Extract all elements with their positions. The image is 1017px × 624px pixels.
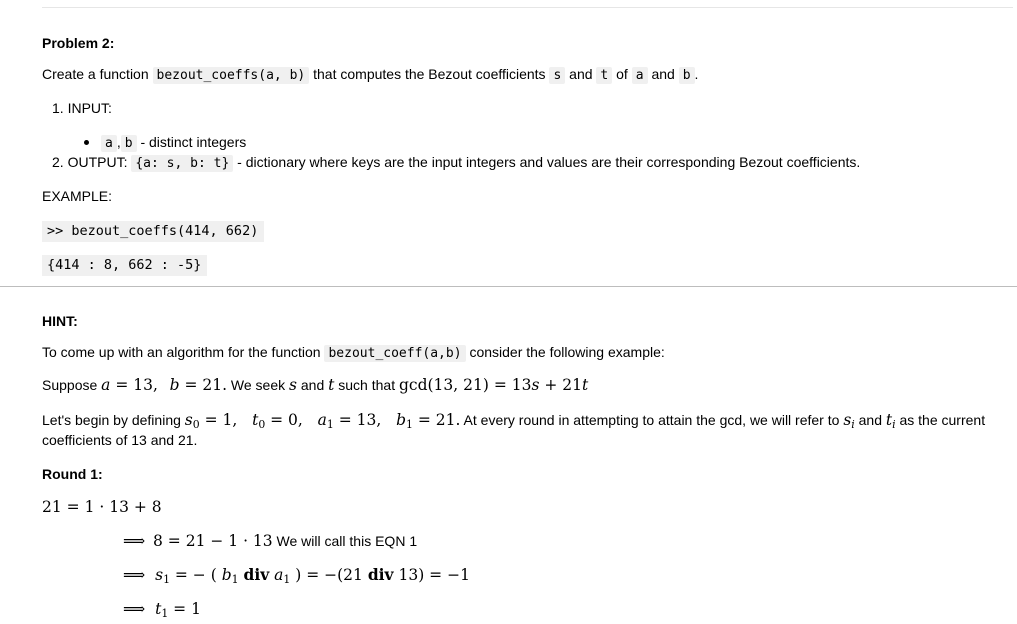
gcd-equation: gcd(13, 21) = 13s + 21t [398, 376, 589, 394]
var-t-code: t [596, 67, 612, 84]
b-equation: b = 21. [169, 376, 228, 394]
func-signature-code: bezout_coeffs(a, b) [153, 67, 310, 84]
var-b-code: b [679, 67, 695, 84]
var-s-code: s [549, 67, 565, 84]
s1-line [123, 566, 470, 584]
implies-arrow-2: ⟹ [123, 566, 146, 584]
input-bullet [84, 133, 246, 153]
and-text: and [569, 66, 593, 82]
input-number: 1. [52, 100, 64, 116]
intro-prefix: Create a function [42, 66, 149, 82]
and-text-3: and [300, 377, 325, 393]
intro-mid: that computes the Bezout coefficients [313, 66, 546, 82]
period: . [694, 66, 699, 82]
output-label: OUTPUT: [67, 154, 128, 170]
of-text: of [616, 66, 628, 82]
we-seek-text: We seek [230, 377, 286, 393]
and-word: and [858, 412, 882, 428]
example-label: EXAMPLE: [42, 188, 113, 204]
example-result-code: {414 : 8, 662 : -5} [42, 255, 207, 276]
t1-line [123, 600, 201, 618]
hint-paragraph-1 [42, 343, 665, 363]
eqn-1: 8 = 21 − 1 · 13 [153, 532, 273, 550]
begin-mid: At every round in attempting to attain the gcd, we will refer to [463, 412, 840, 428]
input-label: INPUT: [67, 100, 112, 116]
si-var: $s_i$ [843, 411, 855, 431]
top-divider [42, 7, 1013, 8]
bullet-text: - distinct integers [140, 134, 247, 150]
round-1-title: Round 1: [42, 466, 103, 482]
bullet-dot [84, 140, 89, 145]
t1-equation: $t_1 = 1$ [155, 600, 201, 620]
and-text-2: and [651, 66, 675, 82]
begin-line-2: coefficients of 13 and 21. [42, 432, 198, 448]
example-call-code: >> bezout_coeffs(414, 662) [42, 221, 264, 242]
begin-paragraph [42, 410, 987, 450]
implies-arrow-1: ⟹ [123, 532, 146, 550]
output-number: 2. [52, 154, 64, 170]
begin-prefix: Let's begin by defining [42, 412, 181, 428]
problem-title: Problem 2: [42, 35, 115, 51]
hint-p1-suffix: consider the following example: [469, 344, 665, 360]
output-code: {a: s, b: t} [131, 155, 233, 172]
input-item [52, 99, 112, 117]
suppose-line [42, 376, 588, 394]
hint-title: HINT: [42, 313, 78, 329]
bullet-comma: , [116, 134, 121, 150]
bullet-a-code: a [101, 135, 117, 152]
output-description: - dictionary where keys are the input integers and values are their corresponding Bezout coefficients. [237, 154, 861, 170]
eqn-1-line [123, 532, 417, 550]
output-item [52, 153, 860, 173]
initial-definitions: $s_0 = 1$, $t_0 = 0$, $a_1 = 13$, $b_1 = 21$. [184, 411, 461, 431]
a-equation: a = 13, [101, 376, 158, 394]
s-var: s [289, 376, 297, 394]
hint-func-code: bezout_coeff(a,b) [324, 345, 465, 362]
ti-var: $t_i$ [885, 411, 896, 431]
such-that-text: such that [338, 377, 396, 393]
s1-equation: $s_1$ = − ( $b_1$ div $a_1$ ) = −(21 div 13) = −1 [155, 565, 470, 586]
eqn-1-note: We will call this EQN 1 [276, 533, 418, 549]
section-divider [0, 286, 1017, 287]
round-1-equation: 21 = 1 · 13 + 8 [42, 498, 162, 516]
t-var: t [328, 376, 335, 394]
hint-p1-prefix: To come up with an algorithm for the function [42, 344, 321, 360]
var-a-code: a [632, 67, 648, 84]
implies-arrow-3: ⟹ [123, 600, 146, 618]
problem-intro [42, 65, 698, 85]
begin-suffix: as the current [899, 412, 986, 428]
suppose-prefix: Suppose [42, 377, 98, 393]
bullet-b-code: b [121, 135, 137, 152]
